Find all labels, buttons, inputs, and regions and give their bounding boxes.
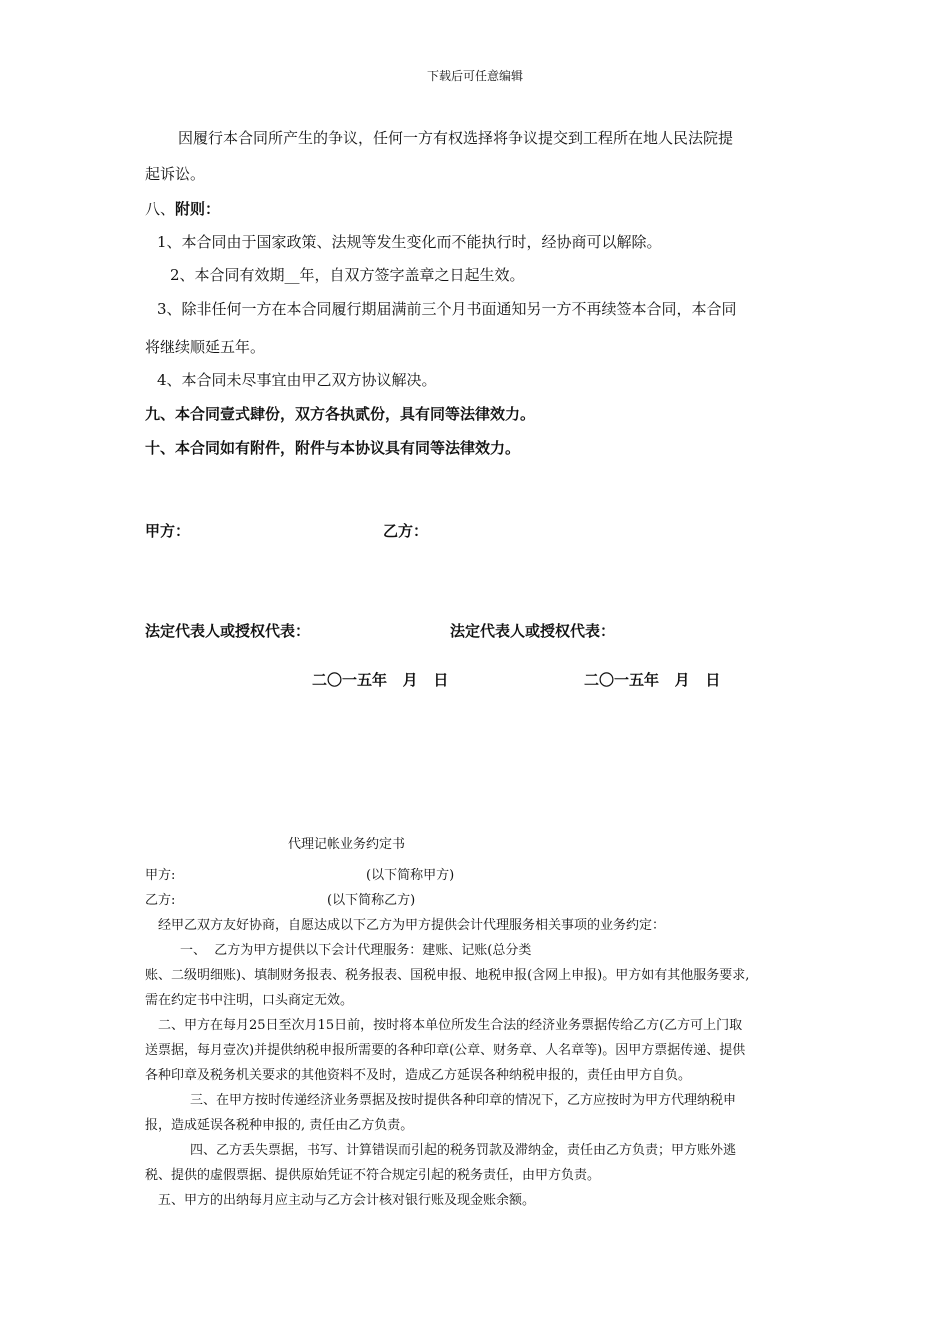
party-b-representative-label: 法定代表人或授权代表： (450, 622, 616, 640)
party-a-date: 二〇一五年 月 日 (312, 671, 449, 689)
clause-2-line2: 送票据，每月壹次)并提供纳税申报所需要的各种印章(公章、财务章、人名章等)。因甲方票据传递、提供 (145, 1043, 746, 1058)
agreement-party-b-note: (以下简称乙方) (327, 893, 416, 908)
section-8-title: 附则： (175, 200, 221, 218)
clause-1-line1: 一、 乙方为甲方提供以下会计代理服务：建账、记账(总分类 (180, 943, 532, 958)
section-8-item-4: 4、本合同未尽事宜由甲乙双方协议解决。 (157, 371, 437, 389)
clause-1-line2: 账、二级明细账)、填制财务报表、税务报表、国税申报、地税申报(含网上申报)。甲方如有其他服务要求, (145, 968, 750, 983)
agreement-title: 代理记帐业务约定书 (288, 837, 406, 852)
party-a-representative-label: 法定代表人或授权代表： (145, 622, 311, 640)
clause-3-line1: 三、在甲方按时传递经济业务票据及按时提供各种印章的情况下，乙方应按时为甲方代理纳税申 (190, 1093, 737, 1108)
agreement-party-a-note: (以下简称甲方) (366, 868, 455, 883)
clause-1-line3: 需在约定书中注明，口头商定无效。 (145, 993, 354, 1008)
section-8-item-3-line1: 3、除非任何一方在本合同履行期届满前三个月书面通知另一方不再续签本合同，本合同 (157, 300, 737, 318)
clause-3-line2: 报，造成延误各税种申报的, 责任由乙方负责。 (145, 1118, 414, 1133)
clause-4-line1: 四、乙方丢失票据，书写、计算错误而引起的税务罚款及滞纳金，责任由乙方负责；甲方账外逃 (190, 1143, 737, 1158)
dispute-clause-line2: 起诉讼。 (145, 165, 206, 183)
section-8-heading (145, 198, 220, 219)
section-8-number: 八、 (145, 200, 176, 218)
party-b-signature-label: 乙方： (383, 522, 429, 540)
page-header: 下载后可任意编辑 (426, 69, 523, 83)
clause-2-line3: 各种印章及税务机关要求的其他资料不及时，造成乙方延误各种纳税申报的，责任由甲方自负。 (145, 1068, 692, 1083)
section-8-item-3-line2: 将继续顺延五年。 (145, 338, 266, 356)
clause-4-line2: 税、提供的虚假票据、提供原始凭证不符合规定引起的税务责任，由甲方负责。 (145, 1168, 601, 1183)
party-a-signature-label: 甲方： (145, 522, 191, 540)
section-9: 九、本合同壹式肆份，双方各执贰份，具有同等法律效力。 (145, 405, 536, 423)
section-10: 十、本合同如有附件，附件与本协议具有同等法律效力。 (145, 439, 521, 457)
section-8-item-2: 2、本合同有效期__年，自双方签字盖章之日起生效。 (170, 266, 525, 284)
section-8-item-1: 1、本合同由于国家政策、法规等发生变化而不能执行时，经协商可以解除。 (157, 233, 662, 251)
agreement-party-b: 乙方: (145, 893, 176, 908)
party-b-date: 二〇一五年 月 日 (584, 671, 721, 689)
agreement-party-a: 甲方: (145, 868, 176, 883)
clause-2-line1: 二、甲方在每月25日至次月15日前，按时将本单位所发生合法的经济业务票据传给乙方(乙方可上门取 (158, 1018, 743, 1033)
agreement-intro: 经甲乙双方友好协商，自愿达成以下乙方为甲方提供会计代理服务相关事项的业务约定： (158, 918, 666, 933)
dispute-clause-line1: 因履行本合同所产生的争议，任何一方有权选择将争议提交到工程所在地人民法院提 (178, 129, 734, 147)
clause-5: 五、甲方的出纳每月应主动与乙方会计核对银行账及现金账余额。 (158, 1193, 536, 1208)
